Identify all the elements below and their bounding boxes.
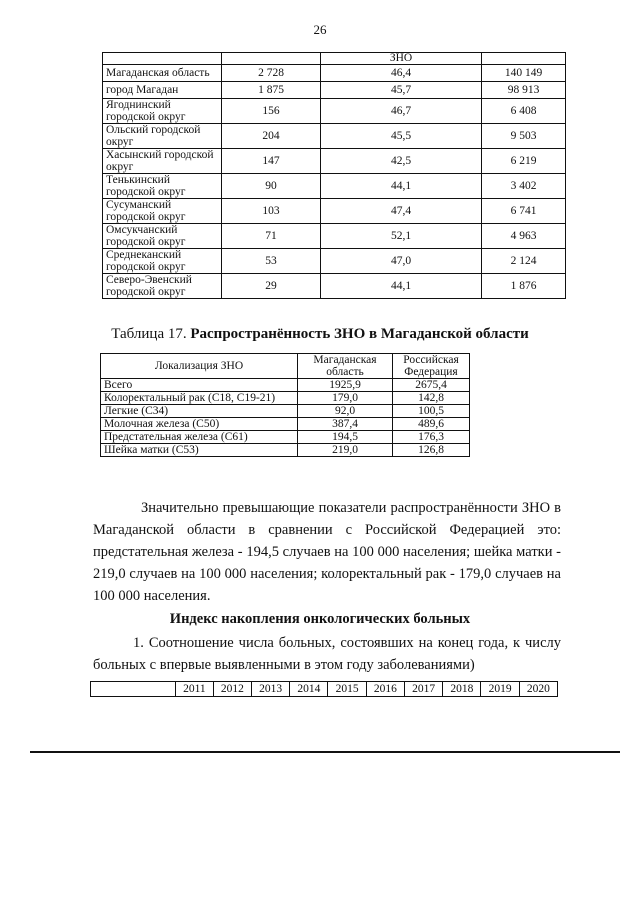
cell-value: 6 219	[482, 149, 566, 174]
row-label-cell	[91, 682, 176, 697]
rf-value: 2675,4	[393, 379, 470, 392]
section-heading: Индекс накопления онкологических больных	[169, 611, 471, 627]
header-cell: ЗНО	[321, 53, 482, 65]
district-table	[102, 52, 566, 299]
cell-value: 45,7	[321, 82, 482, 99]
region-name: Магаданская область	[103, 65, 222, 82]
localization-label: Всего	[101, 379, 298, 392]
cell-value: 1 875	[222, 82, 321, 99]
table-header-row	[101, 354, 470, 379]
rf-value: 100,5	[393, 405, 470, 418]
localization-label: Шейка матки (С53)	[101, 444, 298, 457]
year-cell: 2012	[213, 682, 251, 697]
localization-label: Легкие (С34)	[101, 405, 298, 418]
table-row	[101, 444, 470, 457]
prevalence-table	[100, 353, 470, 457]
table-row	[103, 99, 566, 124]
table-row	[101, 379, 470, 392]
table-row	[101, 392, 470, 405]
table-row	[103, 124, 566, 149]
cell-value: 147	[222, 149, 321, 174]
table-row	[103, 149, 566, 174]
caption-title: Распространённость ЗНО в Магаданской области	[190, 326, 529, 342]
cell-value: 71	[222, 224, 321, 249]
cell-value: 2 728	[222, 65, 321, 82]
cell-value: 4 963	[482, 224, 566, 249]
year-cell: 2018	[443, 682, 481, 697]
cell-value: 156	[222, 99, 321, 124]
page-number: 26	[313, 22, 327, 37]
localization-label: Молочная железа (С50)	[101, 418, 298, 431]
cell-value: 42,5	[321, 149, 482, 174]
paragraph-text: Значительно превышающие показатели распространённости ЗНО в Магаданской области в сравнении с Российской Федерацией это: предстательная железа - 194,5 случаев на 100 000 населения; шейка матки - 219,0 случаев на 100 000 населения; колоректальный рак - 179,0 случаев на 100 000 населения.	[93, 500, 561, 604]
cell-value: 90	[222, 174, 321, 199]
year-cell: 2015	[328, 682, 366, 697]
header-cell	[103, 53, 222, 65]
paragraph-text: 1. Соотношение числа больных, состоявших на конец года, к числу больных с впервые выявленными в этом году заболеваниями)	[93, 635, 561, 673]
cell-value: 3 402	[482, 174, 566, 199]
cell-value: 103	[222, 199, 321, 224]
cell-value: 44,1	[321, 174, 482, 199]
table-caption	[0, 326, 640, 343]
column-header: Магаданская область	[298, 354, 393, 379]
table-row	[103, 82, 566, 99]
table-row	[101, 431, 470, 444]
accumulation-index-table	[90, 681, 558, 697]
caption-prefix: Таблица 17.	[111, 326, 191, 342]
region-name: город Магадан	[103, 82, 222, 99]
year-cell: 2019	[481, 682, 519, 697]
table-row	[91, 682, 558, 697]
magadan-value: 219,0	[298, 444, 393, 457]
region-name: Омсукчанский городской округ	[103, 224, 222, 249]
year-cell: 2014	[290, 682, 328, 697]
region-name: Северо-Эвенский городской округ	[103, 274, 222, 299]
cell-value: 52,1	[321, 224, 482, 249]
cell-value: 47,0	[321, 249, 482, 274]
cell-value: 140 149	[482, 65, 566, 82]
rf-value: 489,6	[393, 418, 470, 431]
column-header: Российская Федерация	[393, 354, 470, 379]
region-name: Сусуманский городской округ	[103, 199, 222, 224]
rf-value: 176,3	[393, 431, 470, 444]
magadan-value: 194,5	[298, 431, 393, 444]
cell-value: 1 876	[482, 274, 566, 299]
header-cell	[482, 53, 566, 65]
cell-value: 47,4	[321, 199, 482, 224]
year-cell: 2017	[404, 682, 442, 697]
rf-value: 126,8	[393, 444, 470, 457]
localization-label: Колоректальный рак (С18, С19-21)	[101, 392, 298, 405]
table-header-row	[103, 53, 566, 65]
year-cell: 2011	[176, 682, 214, 697]
table-row	[103, 65, 566, 82]
header-cell	[222, 53, 321, 65]
year-cell: 2013	[251, 682, 289, 697]
magadan-value: 387,4	[298, 418, 393, 431]
table-row	[103, 224, 566, 249]
region-name: Тенькинский городской округ	[103, 174, 222, 199]
year-cell: 2020	[519, 682, 557, 697]
cell-value: 204	[222, 124, 321, 149]
table-row	[101, 418, 470, 431]
cell-value: 44,1	[321, 274, 482, 299]
cell-value: 98 913	[482, 82, 566, 99]
region-name: Ольский городской округ	[103, 124, 222, 149]
column-header: Локализация ЗНО	[101, 354, 298, 379]
rf-value: 142,8	[393, 392, 470, 405]
year-cell: 2016	[366, 682, 404, 697]
localization-label: Предстательная железа (С61)	[101, 431, 298, 444]
cell-value: 29	[222, 274, 321, 299]
cell-value: 6 408	[482, 99, 566, 124]
table-row	[103, 199, 566, 224]
cell-value: 6 741	[482, 199, 566, 224]
cell-value: 9 503	[482, 124, 566, 149]
magadan-value: 179,0	[298, 392, 393, 405]
cell-value: 46,7	[321, 99, 482, 124]
cell-value: 46,4	[321, 65, 482, 82]
table-row	[103, 249, 566, 274]
magadan-value: 1925,9	[298, 379, 393, 392]
cell-value: 53	[222, 249, 321, 274]
region-name: Ягоднинский городской округ	[103, 99, 222, 124]
cell-value: 2 124	[482, 249, 566, 274]
page-divider	[30, 751, 620, 753]
magadan-value: 92,0	[298, 405, 393, 418]
table-row	[101, 405, 470, 418]
table-row	[103, 174, 566, 199]
region-name: Хасынский городской округ	[103, 149, 222, 174]
region-name: Среднеканский городской округ	[103, 249, 222, 274]
table-row	[103, 274, 566, 299]
cell-value: 45,5	[321, 124, 482, 149]
